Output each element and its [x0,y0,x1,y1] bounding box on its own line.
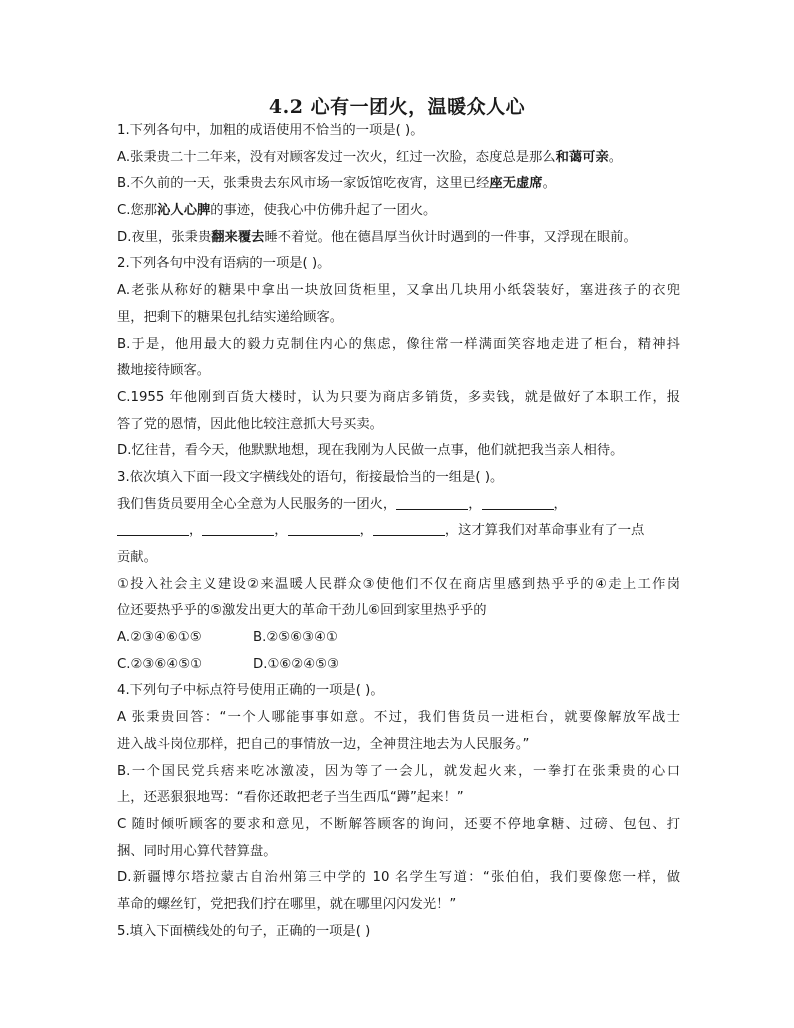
q1-c-bold-idiom: 沁人心脾 [157,203,211,219]
q2-option-c-line2: 答了党的恩情，因此他比较注意抓大号买卖。 [117,416,383,432]
q2-option-b-line2: 擞地接待顾客。 [117,363,211,379]
q3-passage-line1 [117,492,680,519]
q3-options-row1 [117,625,680,652]
q3-comma: ， [468,496,482,512]
q3-blank-5 [288,520,360,536]
q3-items-line1: ①投入社会主义建设②来温暖人民群众③使他们不仅在商店里感到热乎乎的④走上工作岗 [117,576,680,592]
q3-blank-2 [482,494,554,510]
q1-b-bold-idiom: 座无虚席 [489,176,543,192]
q1-d-bold-idiom: 翻来覆去 [211,229,265,245]
q3-comma: ， [189,523,203,539]
q3-blank-6 [373,520,445,536]
q1-option-d [117,225,680,252]
q3-passage-line3: 贡献。 [117,550,157,565]
q1-option-c [117,198,680,225]
q3-comma: ， [359,523,373,539]
q1-c-text: C.您那 [117,203,158,219]
q1-a-text: A.张秉贵二十二年来，没有对顾客发过一次火，红过一次脸，态度总是那么 [117,149,556,165]
q4-option-c-line2: 捆、同时用心算代替算盘。 [117,843,277,859]
q2-option-c-line1: C.1955 年他刚到百货大楼时，认为只要为商店多销货，多卖钱，就是做好了本职工作，报 [117,389,680,405]
q3-option-a: A.②③④⑥①⑤ [117,630,202,646]
q4-option-b-line1: B.一个国民党兵痞来吃冰激凌，因为等了一会儿，就发起火来，一拳打在张秉贵的心口 [117,763,680,779]
q5-stem: 5.填入下面横线处的句子，正确的一项是( ) [117,923,371,939]
q1-option-b [117,171,680,198]
q4-option-d-line2: 革命的螺丝钉，党把我们拧在哪里，就在哪里闪闪发光！” [117,896,457,912]
q4-option-d-line1: D.新疆博尔塔拉蒙古自治州第三中学的 10 名学生写道：“张伯伯，我们要像您一样，做 [117,870,680,886]
q3-comma: ， [553,496,567,512]
q1-b-text: B.不久前的一天，张秉贵去东风市场一家饭馆吃夜宵，这里已经 [117,176,490,192]
q4-option-c-line1: C 随时倾听顾客的要求和意见，不断解答顾客的询问，还要不停地拿糖、过磅、包包、打 [117,816,680,832]
q3-passage-text: 我们售货员要用全心全意为人民服务的一团火， [117,496,397,512]
q1-d-tail: 睡不着觉。他在德昌厚当伙计时遇到的一件事，又浮现在眼前。 [264,229,637,245]
q3-passage-tail: ，这才算我们对革命事业有了一点 [444,523,645,539]
q4-stem: 4.下列句子中标点符号使用正确的一项是( )。 [117,683,384,699]
exercise-content [117,118,680,945]
q3-option-b: B.②⑤⑥③④① [253,630,338,646]
q1-b-tail: 。 [542,176,556,192]
q1-stem: 1.下列各句中，加粗的成语使用不恰当的一项是( )。 [117,123,424,138]
q3-option-d: D.①⑥②④⑤③ [253,656,339,672]
q1-option-a [117,145,680,172]
q2-option-a-line2: 里，把剩下的糖果包扎结实递给顾客。 [117,309,344,325]
q3-blank-1 [396,494,468,510]
q4-option-a-line1: A 张秉贵回答：“一个人哪能事事如意。不过，我们售货员一进柜台，就要像解放军战士 [117,710,680,726]
q2-option-d: D.忆往昔，看今天，他默默地想，现在我刚为人民做一点事，他们就把我当亲人相待。 [117,443,624,459]
q1-a-bold-idiom: 和蔼可亲 [555,149,609,165]
q3-blank-4 [202,520,274,536]
q4-option-a-line2: 进入战斗岗位那样，把自己的事情放一边，全神贯注地去为人民服务。” [117,736,530,752]
q1-a-tail: 。 [608,149,623,165]
page-title: 4.2 心有一团火，温暖众人心 [268,96,526,118]
q2-stem: 2.下列各句中没有语病的一项是( )。 [117,256,331,272]
q3-items-line2: 位还要热乎乎的⑤激发出更大的革命干劲儿⑥回到家里热乎乎的 [117,603,487,619]
q3-blank-3 [117,520,189,536]
q3-option-c: C.②③⑥④⑤① [117,656,203,672]
q3-passage-line2 [117,518,680,545]
q2-option-a-line1: A.老张从称好的糖果中拿出一块放回货柜里，又拿出几块用小纸袋装好，塞进孩子的衣兜 [117,283,680,299]
q3-stem: 3.依次填入下面一段文字横线处的语句，衔接最恰当的一组是( )。 [117,469,504,485]
q1-c-tail: 的事迹，使我心中仿佛升起了一团火。 [210,203,437,219]
q3-comma: ， [274,523,288,539]
q2-option-b-line1: B.于是，他用最大的毅力克制住内心的焦虑，像往常一样满面笑容地走进了柜台，精神抖 [117,336,680,352]
q3-options-row2 [117,652,680,679]
q4-option-b-line2: 上，还恶狠狠地骂：“看你还敢把老子当生西瓜“蹲”起来！” [117,790,464,806]
q1-d-text: D.夜里，张秉贵 [117,229,212,245]
